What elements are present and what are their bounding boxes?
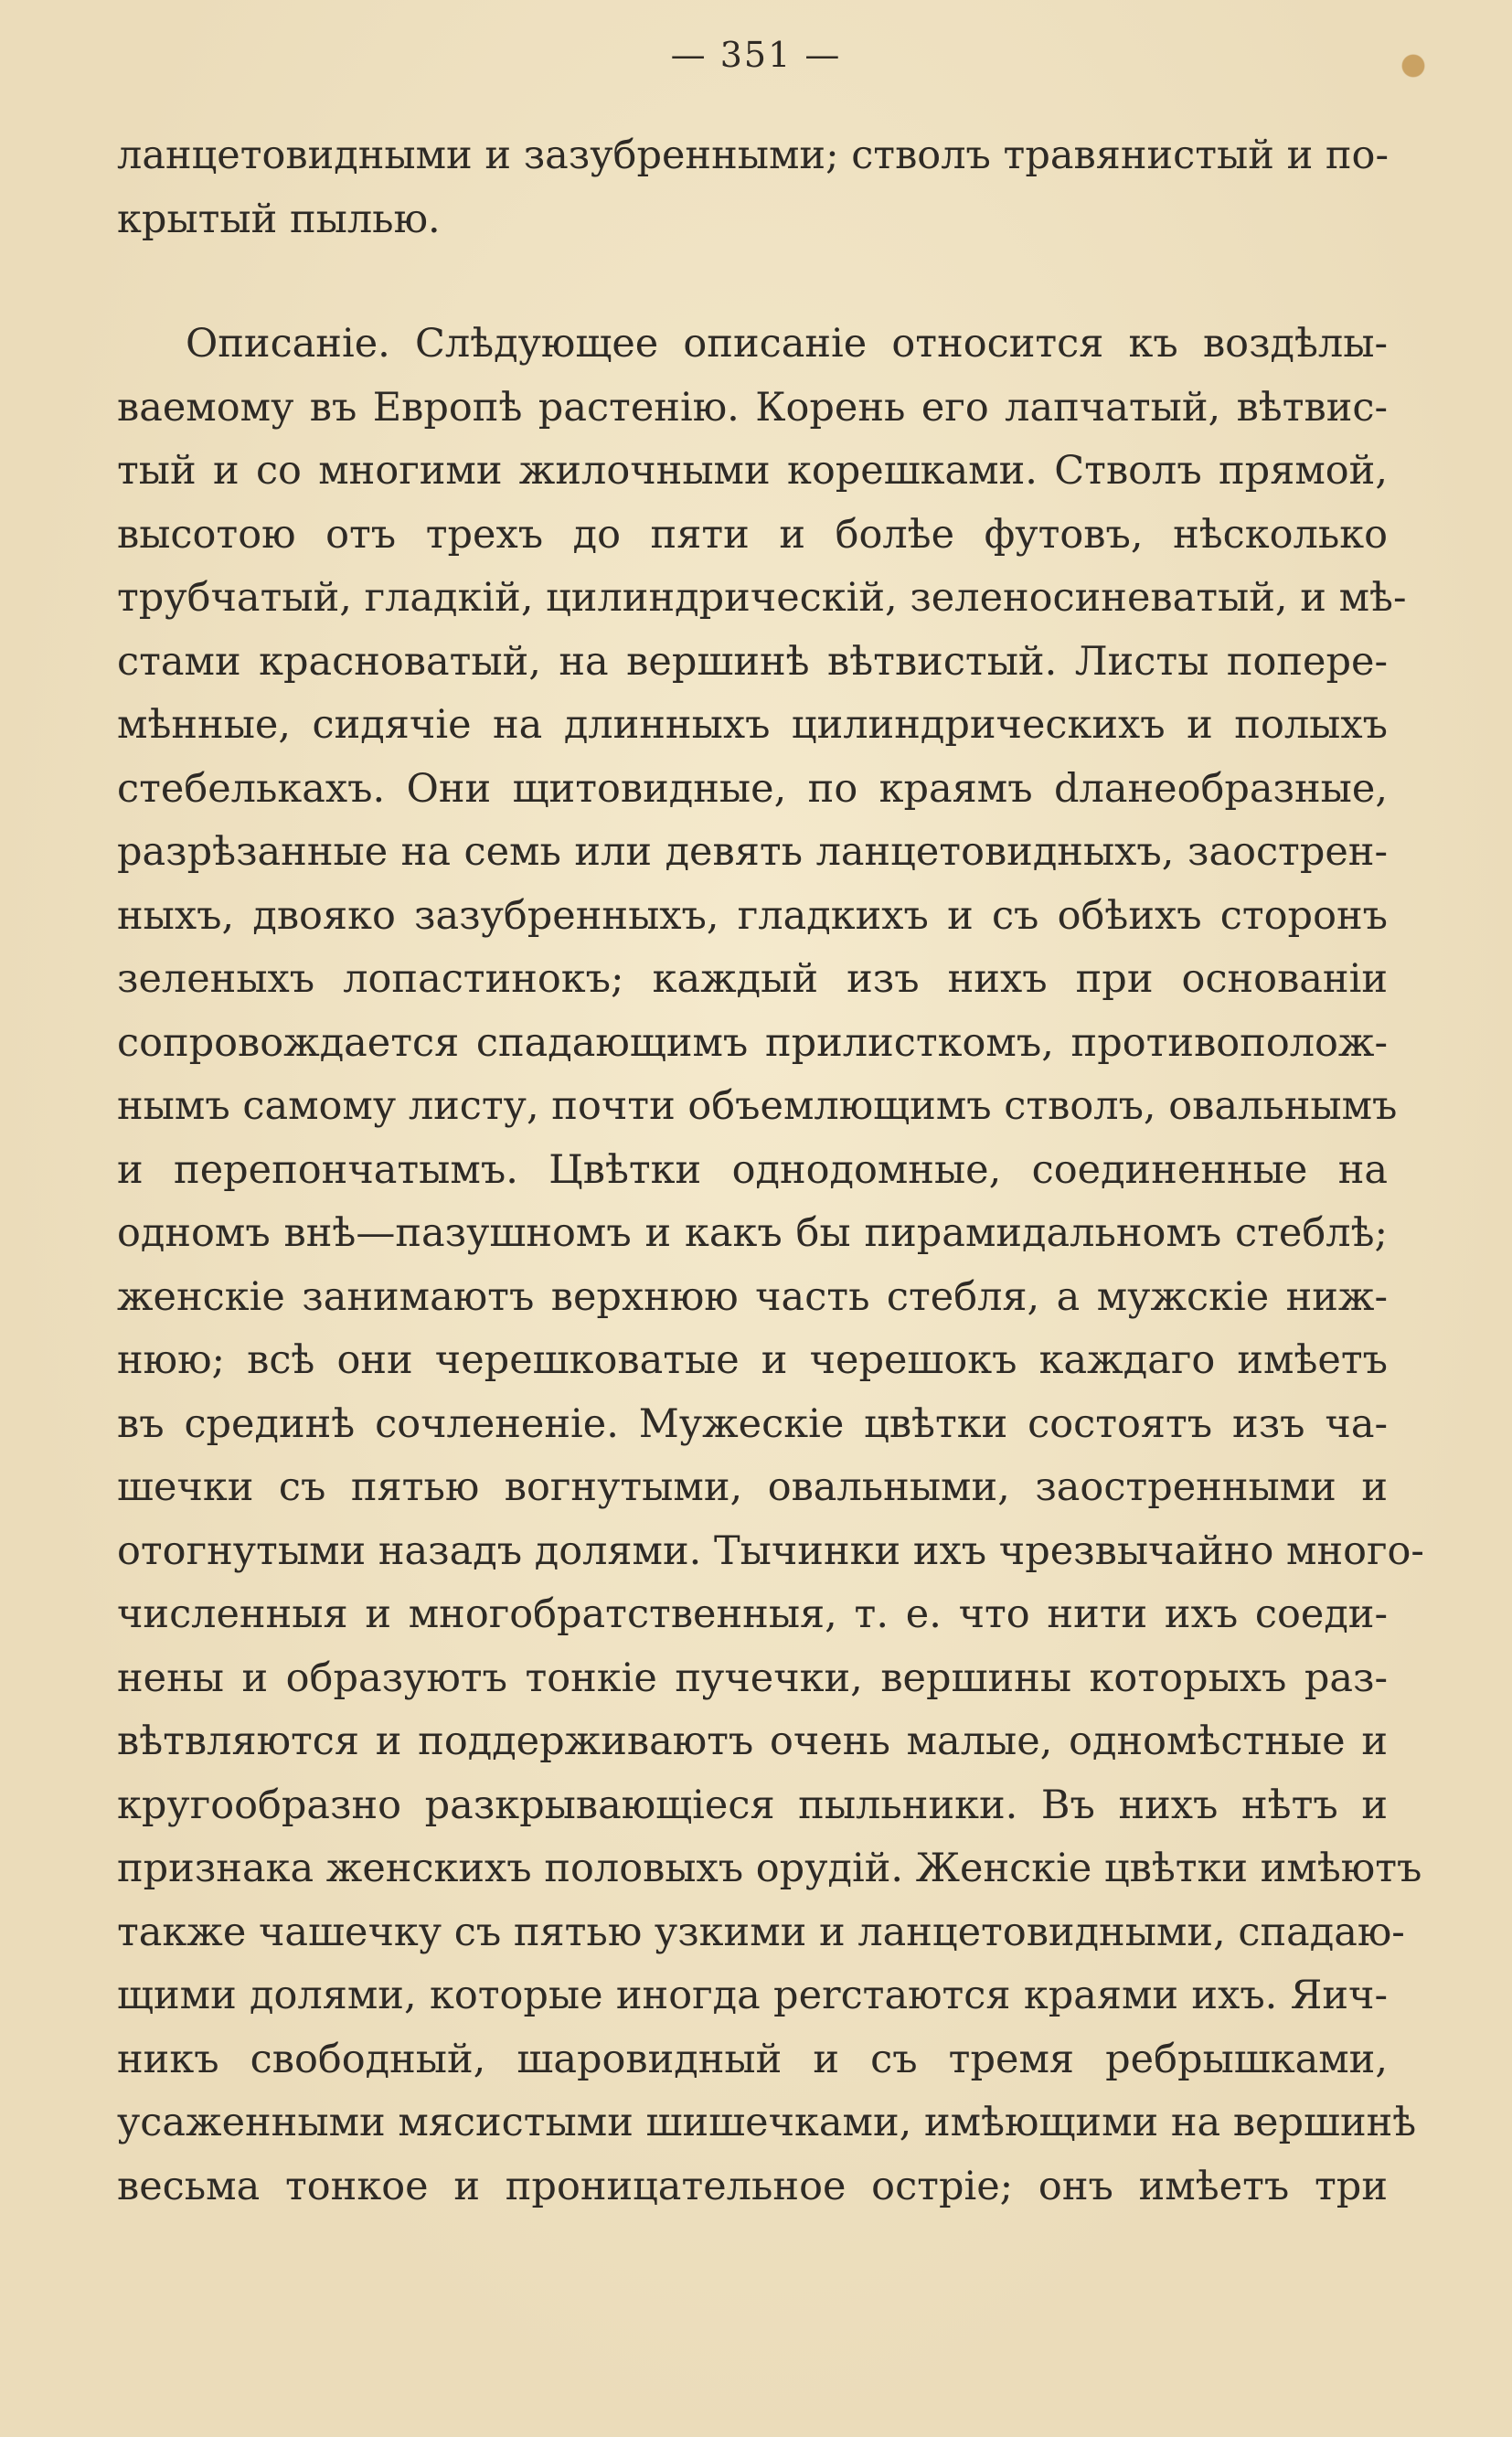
text-line: разрѣзанные на семь или девять ланцетовидныхъ, заострен- (117, 829, 1388, 875)
text-line: усаженными мясистыми шишечками, имѣющими на вершинѣ (117, 2100, 1417, 2145)
text-line: нюю; всѣ они черешковатые и черешокъ каждаго имѣетъ (117, 1337, 1388, 1383)
text-line: отогнутыми назадъ долями. Тычинки ихъ чрезвычайно много- (117, 1527, 1424, 1574)
text-line: и перепончатымъ. Цвѣтки однодомные, соединенные на (117, 1146, 1388, 1193)
continuation-paragraph (117, 124, 1388, 251)
text-line: крытый пылью. (117, 196, 441, 242)
text-line: нены и образуютъ тонкіе пучечки, вершины которыхъ раз- (117, 1655, 1388, 1701)
text-line: также чашечку съ пятью узкими и ланцетовидными, спадаю- (117, 1909, 1405, 1955)
text-line: тый и со многими жилочными корешками. Стволъ прямой, (117, 448, 1388, 494)
description-paragraph (117, 313, 1424, 2219)
text-line: ланцетовидными и зазубренными; стволъ травянистый и по- (117, 133, 1389, 178)
text-line: численныя и многобратственныя, т. е. что нити ихъ соеди- (117, 1591, 1388, 1637)
text-line: трубчатый, гладкій, цилиндрическій, зеленосиневатый, и мѣ- (117, 575, 1407, 621)
text-line: мѣнные, сидячіе на длинныхъ цилиндрическихъ и полыхъ (117, 702, 1388, 748)
text-line: ваемому въ Европѣ растенію. Корень его лапчатый, вѣтвис- (117, 384, 1388, 431)
text-line: признака женскихъ половыхъ орудій. Женскіе цвѣтки имѣютъ (117, 1846, 1422, 1891)
text-line: кругообразно разкрывающіеся пыльники. Въ нихъ нѣтъ и (117, 1782, 1388, 1828)
text-line: въ срединѣ сочлененіе. Мужескіе цвѣтки состоятъ изъ ча- (117, 1400, 1388, 1447)
text-line: нымъ самому листу, почти объемлющимъ стволъ, овальнымъ (117, 1083, 1398, 1129)
page-number: — 351 — (670, 35, 842, 75)
text-line: женскіе занимаютъ верхнюю часть стебля, а мужскіе ниж- (117, 1273, 1388, 1320)
text-line: сопровождается спадающимъ прилисткомъ, противополож- (117, 1019, 1388, 1066)
text-line: никъ свободный, шаровидный и съ тремя ребрышками, (117, 2036, 1388, 2082)
text-line: вѣтвляются и поддерживаютъ очень малые, одномѣстные и (117, 1719, 1388, 1764)
text-line: высотою отъ трехъ до пяти и болѣе футовъ, нѣсколько (117, 511, 1388, 558)
text-line: ныхъ, двояко зазубренныхъ, гладкихъ и съ обѣихъ сторонъ (117, 892, 1388, 939)
text-line: стами красноватый, на вершинѣ вѣтвистый. Листы попере- (117, 638, 1388, 685)
text-line: щими долями, которые иногда percтаются краями ихъ. Яич- (117, 1973, 1388, 2018)
text-line: шечки съ пятью вогнутыми, овальными, заостренными и (117, 1464, 1388, 1510)
text-line: одномъ внѣ—пазушномъ и какъ бы пирамидальномъ стеблѣ; (117, 1210, 1388, 1256)
text-line: стебелькахъ. Они щитовидные, по краямъ dланеобразные, (117, 765, 1388, 812)
text-line: Описаніе. Слѣдующее описаніе относится къ воздѣлы- (186, 321, 1388, 367)
text-line: зеленыхъ лопастинокъ; каждый изъ нихъ при основаніи (117, 956, 1388, 1002)
text-line: весьма тонкое и проницательное остріе; онъ имѣетъ три (117, 2163, 1388, 2209)
